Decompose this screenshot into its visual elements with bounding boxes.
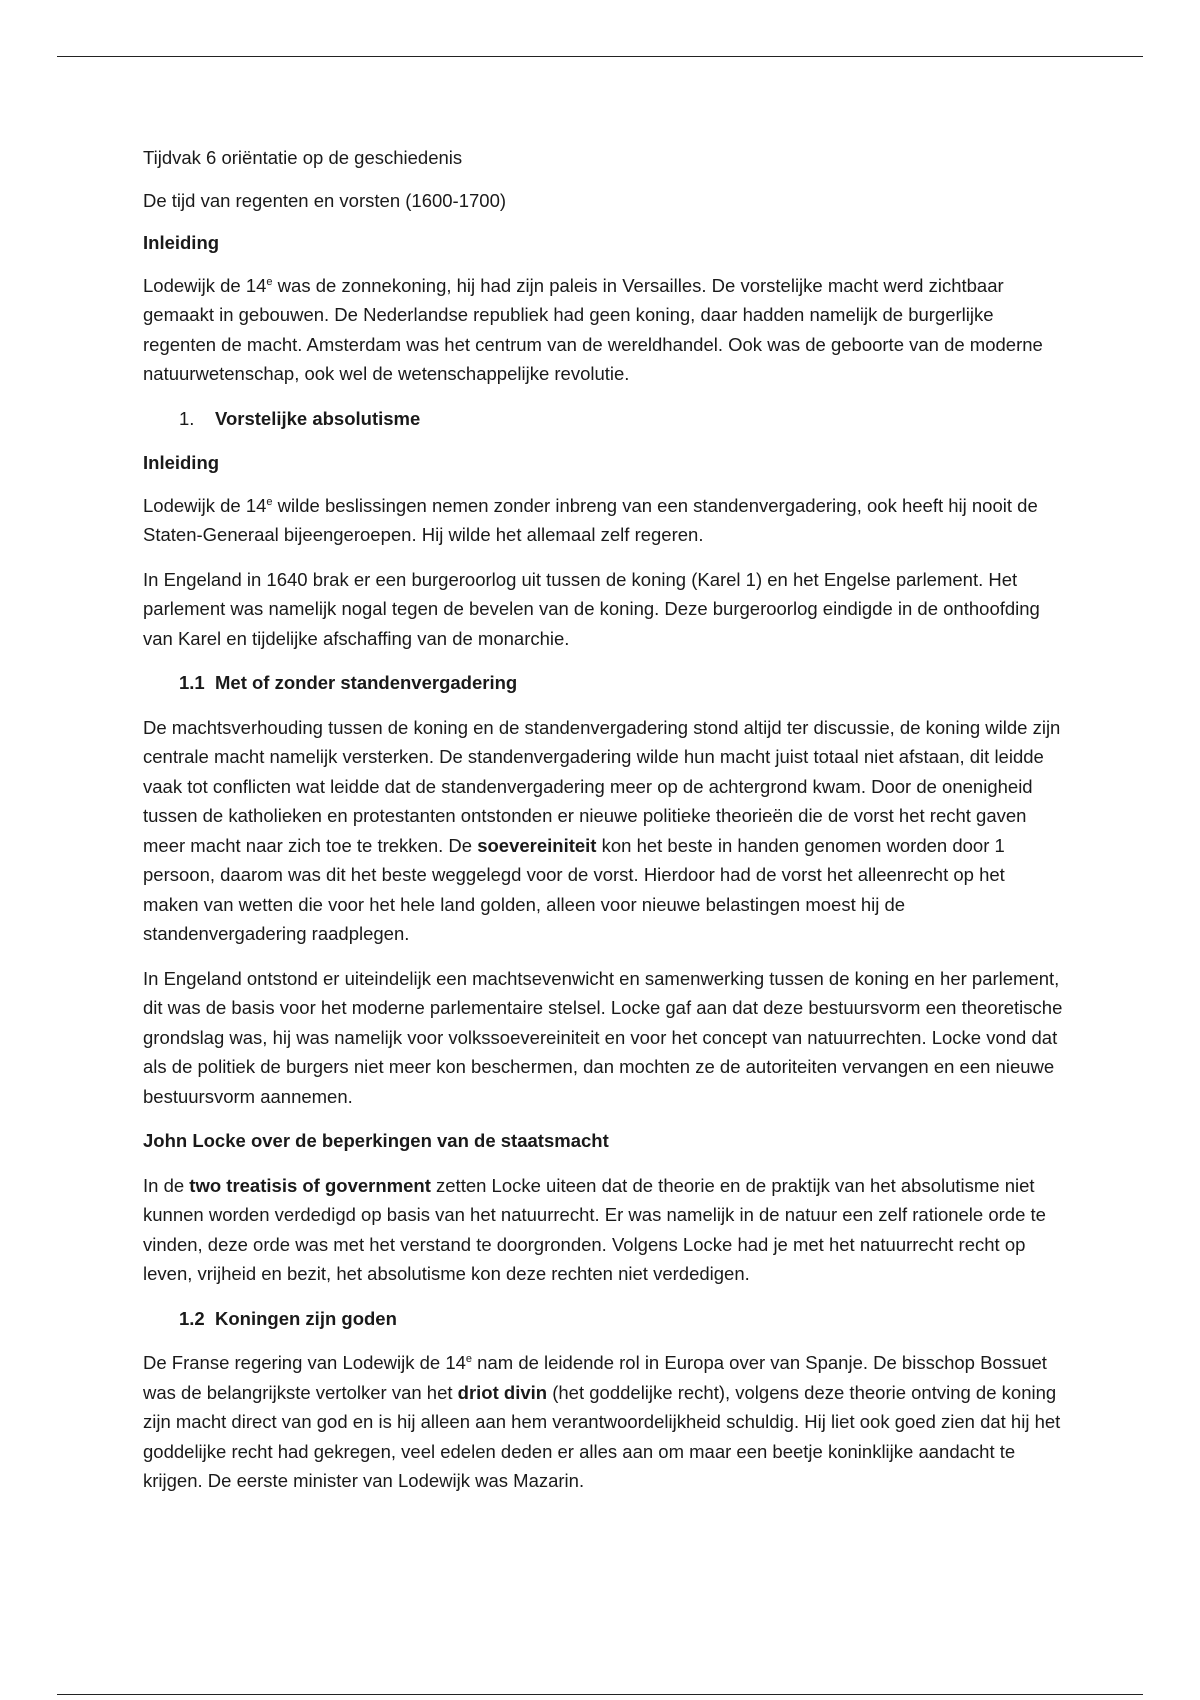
- section-1-p1-text-b: wilde beslissingen nemen zonder inbreng van een standenvergadering, ook heeft hij nooit de Staten-Generaal bijeengeroepen. Hij wilde het allemaal zelf regeren.: [143, 494, 1038, 545]
- section-1-1-heading: [143, 668, 1063, 698]
- section-1-p1-text-a: Lodewijk de 14: [143, 494, 267, 516]
- section-1-1-p1-text-a: De machtsverhouding tussen de koning en de standenvergadering stond altijd ter discussie, de koning wilde zijn centrale macht namelijk versterken. De standenvergadering wilde hun macht juist totaal niet afstaan, dit leidde vaak tot conflicten wat leidde dat de standenvergadering meer op de achtergrond kwam. Door de onenigheid tussen de katholieken en protestanten ontstonden er nieuwe politieke theorieën die de vorst het recht gaven meer macht naar zich toe te trekken. De: [143, 716, 1061, 856]
- section-1-2-p1-bold: driot divin: [457, 1381, 548, 1403]
- section-1-heading: [143, 404, 1063, 434]
- section-1-paragraph-2: In Engeland in 1640 brak er een burgeroorlog uit tussen de koning (Karel 1) en het Engelse parlement. Het parlement was namelijk nogal tegen de bevelen van de koning. Deze burgeroorlog eindigde in de onthoofding van Karel en tijdelijke afschaffing van de monarchie.: [143, 568, 1040, 649]
- header-rule: [57, 56, 1143, 57]
- section-1-number: 1.: [179, 407, 195, 429]
- document-body: [143, 143, 1063, 1511]
- section-1-1-p3-text-a: In de: [143, 1174, 190, 1196]
- section-1-2-title: Koningen zijn goden: [215, 1307, 397, 1329]
- footer-rule: [57, 1694, 1143, 1695]
- section-1-2-p1-text-a: De Franse regering van Lodewijk de 14: [143, 1352, 466, 1373]
- section-1-1-paragraph-1: [143, 713, 1063, 949]
- section-1-1-number: 1.1: [179, 672, 205, 693]
- intro-heading: Inleiding: [143, 232, 220, 253]
- section-1-2-p1-sup: e: [465, 1353, 473, 1365]
- section-1-2-number: 1.2: [179, 1307, 205, 1329]
- intro-text-a: Lodewijk de 14: [143, 274, 267, 296]
- section-1-1-p3-text-b: zetten Locke uiteen dat de theorie en de praktijk van het absolutisme niet kunnen worden verdedigd op basis van het natuurrecht. Er was namelijk in de natuur een zelf rationele orde te vinden, deze orde was met het verstand te doorgronden. Volgens Locke had je met het natuurrecht recht op leven, vrijheid en bezit, het absolutisme kon deze rechten niet verdedigen.: [143, 1174, 1046, 1284]
- section-1-1-p1-bold: soevereiniteit: [477, 834, 597, 856]
- section-1-2-paragraph-1: [143, 1348, 1063, 1496]
- intro-sup: e: [266, 275, 273, 288]
- section-1-paragraph-1: [143, 491, 1063, 550]
- section-1-1-paragraph-2: In Engeland ontstond er uiteindelijk een machtsevenwicht en samenwerking tussen de koning en her parlement, dit was de basis voor het moderne parlementaire stelsel. Locke gaf aan dat deze bestuursvorm een theoretische grondslag was, hij was namelijk voor volkssoevereiniteit en voor het concept van natuurrechten. Locke vond dat als de politiek de burgers niet meer kon beschermen, dan mochten ze de autoriteiten vervangen en een nieuwe bestuursvorm aannemen.: [143, 967, 1063, 1107]
- section-1-2-heading: [143, 1304, 1063, 1334]
- section-1-1-p1-text-b: kon het beste in handen genomen worden door 1 persoon, daarom was dit het beste weggelegd voor de vorst. Hierdoor had de vorst het alleenrecht op het maken van wetten die voor het hele land golden, alleen voor nieuwe belastingen moest hij de standenvergadering raadplegen.: [143, 834, 1005, 944]
- section-1-intro-heading: Inleiding: [143, 452, 220, 473]
- section-1-title: Vorstelijke absolutisme: [215, 407, 421, 429]
- document-title: Tijdvak 6 oriëntatie op de geschiedenis: [143, 147, 463, 168]
- section-1-1-title: Met of zonder standenvergadering: [215, 672, 518, 693]
- locke-heading: John Locke over de beperkingen van de staatsmacht: [143, 1130, 609, 1151]
- section-1-1-p3-bold: two treatisis of government: [189, 1174, 431, 1196]
- section-1-1-paragraph-3: [143, 1171, 1063, 1289]
- document-subtitle: De tijd van regenten en vorsten (1600-1700): [143, 189, 507, 211]
- intro-text-b: was de zonnekoning, hij had zijn paleis in Versailles. De vorstelijke macht werd zichtbaar gemaakt in gebouwen. De Nederlandse republiek had geen koning, daar hadden namelijk de burgerlijke regenten de macht. Amsterdam was het centrum van de wereldhandel. Ook was de geboorte van de moderne natuurwetenschap, ook wel de wetenschappelijke revolutie.: [143, 274, 1043, 384]
- section-1-p1-sup: e: [266, 495, 273, 508]
- section-1-2-p1-text-b: nam de leidende rol in Europa over van Spanje. De bisschop Bossuet was de belangrijkste vertolker van het: [143, 1352, 1047, 1403]
- intro-paragraph: [143, 271, 1063, 389]
- section-1-2-p1-text-c: (het goddelijke recht), volgens deze theorie ontving de koning zijn macht direct van god en is hij alleen aan hem verantwoordelijkheid schuldig. Hij liet ook goed zien dat hij het goddelijke recht had gekregen, veel edelen deden er alles aan om maar een beetje koninklijke aandacht te krijgen. De eerste minister van Lodewijk was Mazarin.: [143, 1381, 1061, 1491]
